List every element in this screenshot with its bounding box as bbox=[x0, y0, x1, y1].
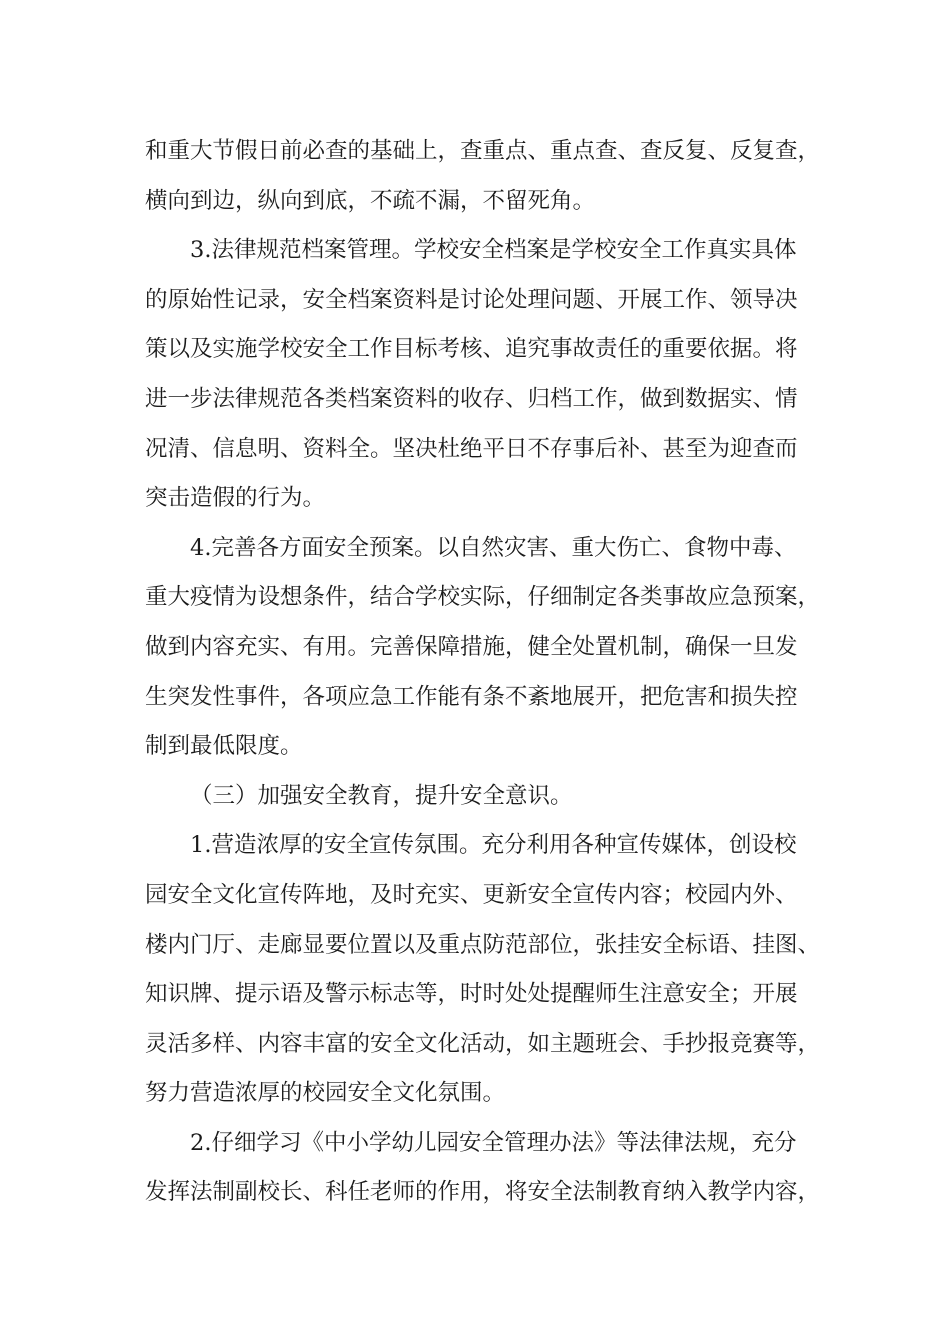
text-line: 况清、信息明、资料全。坚决杜绝平日不存事后补、甚至为迎查而 bbox=[145, 435, 798, 462]
text-line: 3.法律规范档案管理。学校安全档案是学校安全工作真实具体 bbox=[190, 237, 797, 264]
text-line: 园安全文化宣传阵地，及时充实、更新安全宣传内容；校园内外、 bbox=[145, 881, 798, 908]
text-line: 努力营造浓厚的校园安全文化氛围。 bbox=[145, 1080, 506, 1107]
text-line: 制到最低限度。 bbox=[145, 733, 303, 760]
document-body bbox=[145, 127, 845, 1218]
text-line: 4.完善各方面安全预案。以自然灾害、重大伤亡、食物中毒、 bbox=[190, 534, 797, 561]
text-line: （三）加强安全教育，提升安全意识。 bbox=[190, 782, 573, 809]
text-line: 发挥法制副校长、科任老师的作用，将安全法制教育纳入教学内容， bbox=[145, 1179, 821, 1206]
text-line: 的原始性记录，安全档案资料是讨论处理问题、开展工作、领导决 bbox=[145, 286, 798, 313]
text-line: 突击造假的行为。 bbox=[145, 485, 326, 512]
text-line: 2.仔细学习《中小学幼儿园安全管理办法》等法律法规，充分 bbox=[190, 1129, 797, 1156]
text-line: 楼内门厅、走廊显要位置以及重点防范部位，张挂安全标语、挂图、 bbox=[145, 931, 821, 958]
text-line: 重大疫情为设想条件，结合学校实际，仔细制定各类事故应急预案， bbox=[145, 584, 821, 611]
text-line: 1.营造浓厚的安全宣传氛围。充分利用各种宣传媒体，创设校 bbox=[190, 832, 797, 859]
text-line: 进一步法律规范各类档案资料的收存、归档工作，做到数据实、情 bbox=[145, 385, 798, 412]
text-line: 做到内容充实、有用。完善保障措施，健全处置机制，确保一旦发 bbox=[145, 633, 798, 660]
text-line: 知识牌、提示语及警示标志等，时时处处提醒师生注意安全；开展 bbox=[145, 981, 798, 1008]
text-line: 生突发性事件，各项应急工作能有条不紊地展开，把危害和损失控 bbox=[145, 683, 798, 710]
text-line: 横向到边，纵向到底，不疏不漏，不留死角。 bbox=[145, 187, 596, 214]
text-line: 策以及实施学校安全工作目标考核、追究事故责任的重要依据。将 bbox=[145, 336, 798, 363]
text-line: 灵活多样、内容丰富的安全文化活动，如主题班会、手抄报竞赛等， bbox=[145, 1030, 821, 1057]
text-line: 和重大节假日前必查的基础上，查重点、重点查、查反复、反复查， bbox=[145, 138, 821, 164]
